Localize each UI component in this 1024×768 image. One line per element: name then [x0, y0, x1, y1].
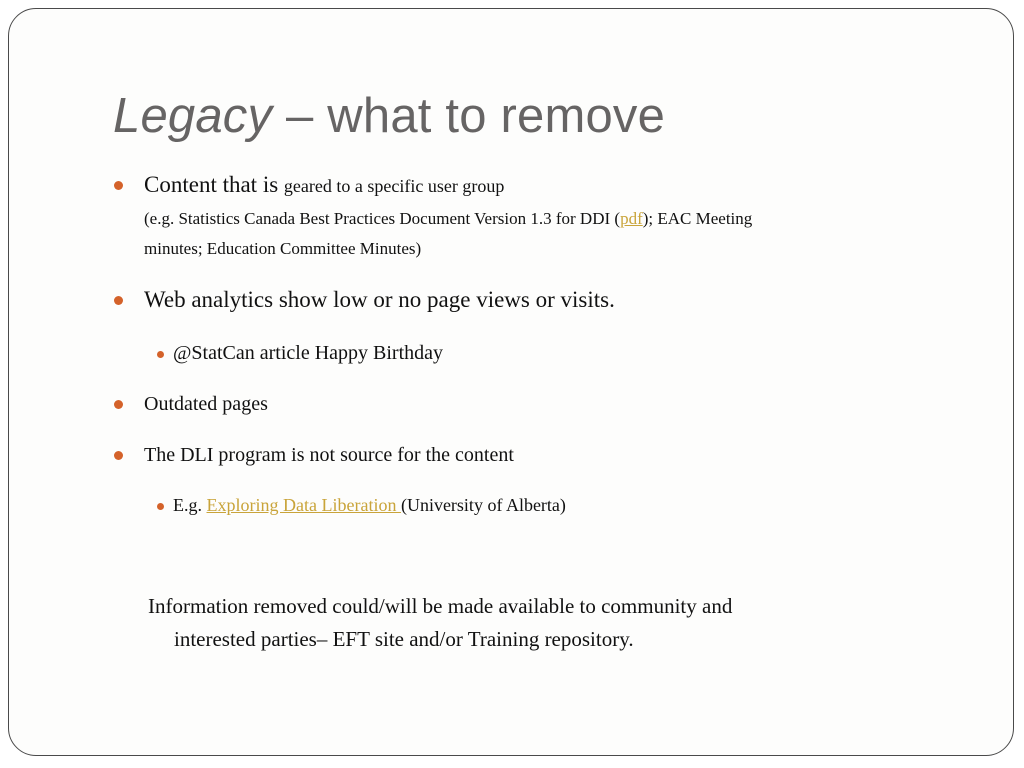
note-line-2: interested parties– EFT site and/or Training repository.: [174, 627, 634, 651]
bullet-dot-icon: [114, 181, 123, 190]
bullet-text: Outdated pages: [144, 393, 268, 415]
sub-bullet-statcan-article: [173, 342, 443, 365]
example-post: ); EAC Meeting: [642, 209, 753, 228]
slide-title-rest: – what to remove: [272, 89, 666, 143]
slide-title-italic: Legacy: [113, 89, 273, 143]
sub-bullet-exploring-data: [173, 495, 566, 516]
example-pre: (e.g. Statistics Canada Best Practices Document Version 1.3 for DDI (: [144, 209, 621, 228]
bullet-example-line: [144, 209, 752, 229]
bullet-text: Web analytics show low or no page views or visits.: [144, 287, 615, 312]
bullet-lead: Content that is: [144, 172, 284, 197]
exploring-data-liberation-link[interactable]: Exploring Data Liberation: [206, 495, 401, 515]
bullet-text: The DLI program is not source for the content: [144, 444, 514, 466]
sub-bullet-text: @StatCan article Happy Birthday: [173, 342, 444, 364]
sub-bullet-dot-icon: [157, 351, 164, 358]
bullet-dot-icon: [114, 400, 123, 409]
bullet-dli-program: [144, 444, 514, 467]
bullet-web-analytics: [144, 287, 615, 313]
bullet-lead-small: geared to a specific user group: [283, 176, 505, 196]
pdf-link[interactable]: pdf: [620, 209, 643, 228]
removed-info-note: [148, 590, 732, 656]
slide-title: [113, 88, 665, 144]
note-line-1: Information removed could/will be made available to community and: [148, 594, 733, 618]
bullet-dot-icon: [114, 296, 123, 305]
sub-bullet-post: (University of Alberta): [400, 495, 566, 515]
sub-bullet-dot-icon: [157, 503, 164, 510]
example-line3: minutes; Education Committee Minutes): [144, 239, 422, 258]
bullet-dot-icon: [114, 451, 123, 460]
bullet-content-geared: [144, 172, 504, 198]
bullet-example-line-2: [144, 239, 421, 259]
bullet-outdated-pages: [144, 393, 268, 416]
sub-bullet-pre: E.g.: [173, 495, 207, 515]
